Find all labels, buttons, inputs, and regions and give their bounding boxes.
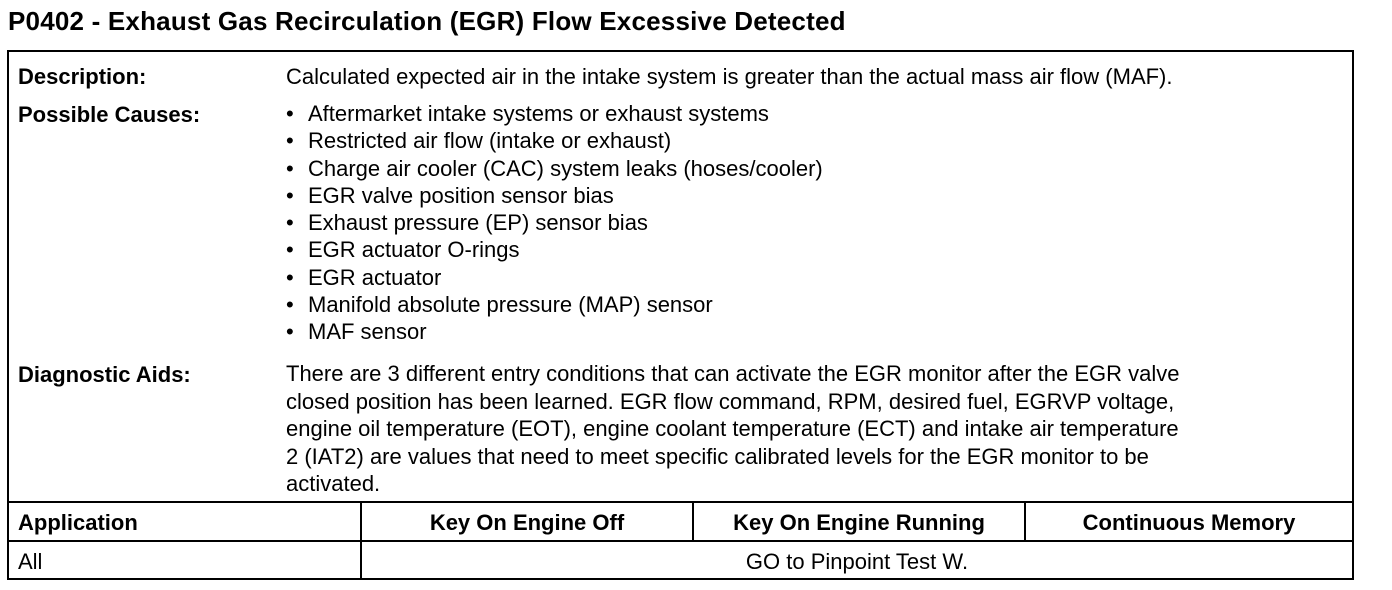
bullet: • [286, 264, 294, 290]
diagnostic-aids-line: There are 3 different entry conditions that can activate the EGR monitor after the EGR valve [286, 361, 1180, 386]
bullet: • [286, 292, 294, 318]
diagnostic-aids-label: Diagnostic Aids: [18, 362, 191, 387]
dtc-info-box [7, 50, 1354, 580]
bullet: • [286, 319, 294, 345]
description-label: Description: [18, 64, 147, 89]
list-item: • Manifold absolute pressure (MAP) sensor [286, 292, 713, 318]
diagnostic-aids-content [286, 360, 1180, 498]
list-item: • EGR actuator O-rings [286, 237, 520, 263]
diagnostic-aids-line: activated. [286, 471, 381, 496]
bullet: • [286, 210, 294, 236]
bullet: • [286, 128, 294, 154]
table-header-continuous-memory: Continuous Memory [1082, 510, 1296, 535]
list-item: • Exhaust pressure (EP) sensor bias [286, 210, 648, 236]
list-item: • Restricted air flow (intake or exhaust) [286, 128, 672, 154]
diagnostic-aids-line: engine oil temperature (EOT), engine coolant temperature (ECT) and intake air temperature [286, 416, 1179, 441]
list-item: • Aftermarket intake systems or exhaust systems [286, 101, 769, 126]
list-item: • Charge air cooler (CAC) system leaks (hoses/cooler) [286, 155, 823, 181]
possible-causes-label: Possible Causes: [18, 102, 201, 127]
list-item: • EGR actuator [286, 264, 442, 290]
table-header-koeo: Key On Engine Off [429, 510, 625, 535]
bullet: • [286, 237, 294, 263]
bullet: • [286, 155, 294, 181]
description-content [286, 63, 1173, 91]
table-header-koer: Key On Engine Running [733, 510, 985, 535]
description-text: Calculated expected air in the intake system is greater than the actual mass air flow (MAF). [286, 64, 1173, 89]
bullet: • [286, 182, 294, 208]
table-top-rule [9, 501, 1352, 503]
possible-causes-list [286, 100, 823, 346]
table-row-rule [9, 540, 1352, 542]
table-header-application: Application [18, 510, 138, 535]
diagnostic-aids-line: 2 (IAT2) are values that need to meet specific calibrated levels for the EGR monitor to be [286, 443, 1149, 469]
page-title: P0402 - Exhaust Gas Recirculation (EGR) Flow Excessive Detected [8, 6, 846, 36]
list-item: • EGR valve position sensor bias [286, 182, 614, 208]
possible-causes-content [286, 100, 823, 346]
list-item: • MAF sensor [286, 319, 427, 345]
table-cell-application: All [18, 549, 43, 574]
table-cell-action: GO to Pinpoint Test W. [745, 549, 969, 574]
bullet: • [286, 101, 294, 126]
diagnostic-aids-line: closed position has been learned. EGR flow command, RPM, desired fuel, EGRVP voltage, [286, 388, 1175, 414]
